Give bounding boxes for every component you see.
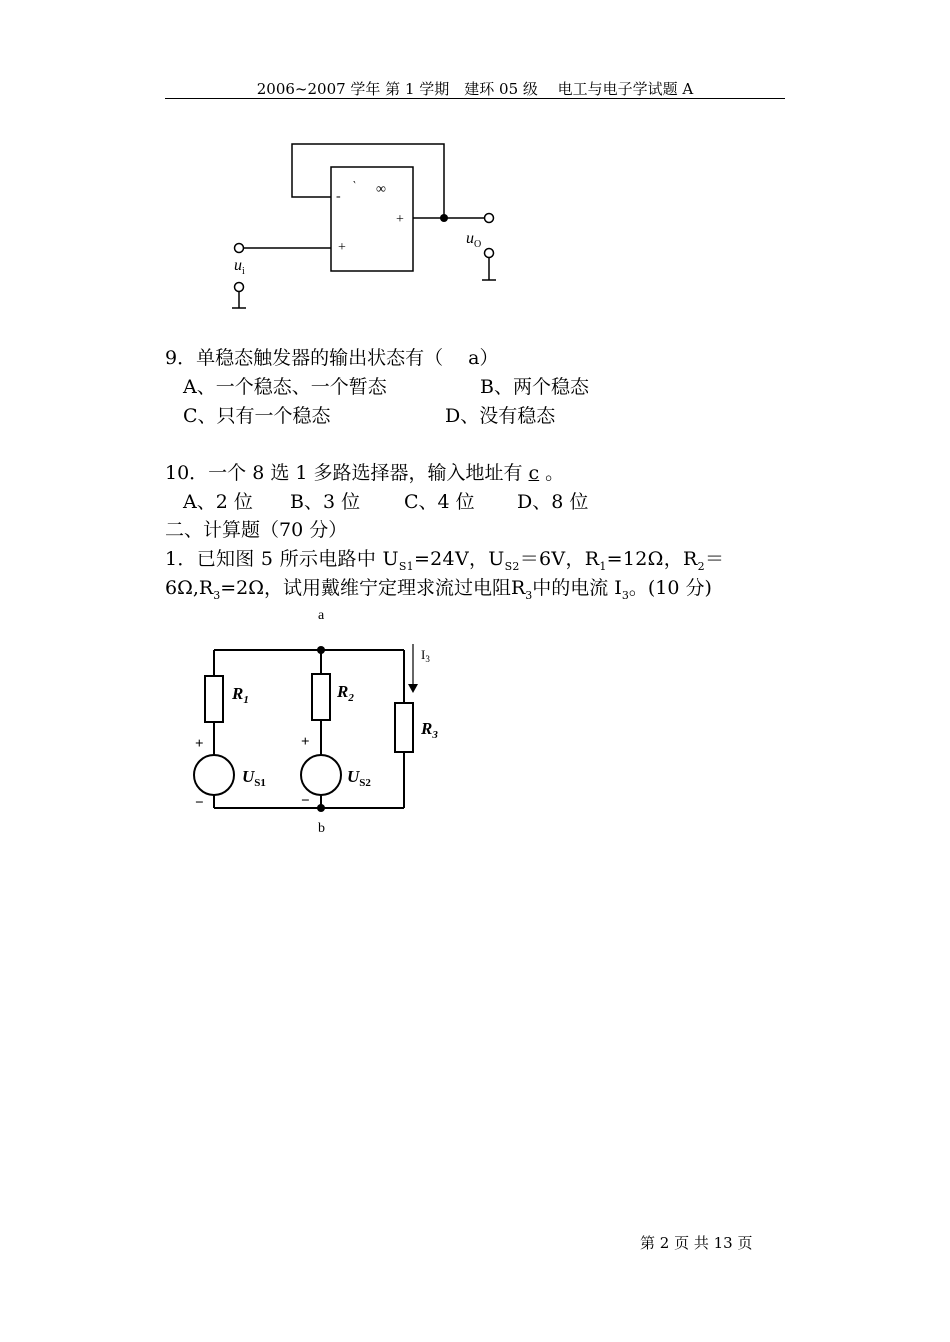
us1-minus: − — [195, 795, 204, 811]
opamp-minus-sign: - — [336, 189, 341, 204]
us2-minus: − — [301, 793, 310, 809]
opamp-tick: ‵ — [353, 179, 356, 193]
source-us1 — [194, 755, 234, 795]
header-rule — [165, 98, 785, 99]
input-terminal — [235, 244, 244, 253]
input-ground-terminal — [235, 283, 244, 292]
q9-stem: 9．单稳态触发器的输出状态有（ a） — [165, 347, 499, 369]
q9-option-d: D、没有稳态 — [445, 405, 556, 427]
feedback-wire — [292, 144, 444, 218]
q10-stem: 10．一个 8 选 1 多路选择器，输入地址有 c 。 — [165, 462, 565, 484]
i3-arrow-head — [408, 684, 418, 693]
node-b-dot — [317, 804, 325, 812]
calc1-line1: 1．已知图 5 所示电路中 $U_{S1}=24V$，$U_{S2}=6V$，$R_1=12\Omega$，$R_2=$ — [165, 548, 725, 573]
node-a-label: a — [318, 608, 325, 623]
q10-option-c: C、4 位 — [404, 491, 475, 513]
resistor-r2 — [312, 674, 330, 720]
q10-option-b: B、3 位 — [290, 491, 361, 513]
q9-option-c: C、只有一个稳态 — [183, 405, 331, 427]
opamp-figure — [220, 135, 520, 320]
page-footer: 第 2 页 共 13 页 — [640, 1234, 753, 1252]
section-title: 二、计算题（70 分） — [165, 519, 348, 541]
q10-option-a: A、2 位 — [183, 491, 253, 513]
opamp-input-plus: + — [338, 240, 346, 255]
source-us2 — [301, 755, 341, 795]
label-uo: $u_O$ — [466, 230, 482, 250]
q9-option-a: A、一个稳态、一个暂态 — [183, 376, 387, 398]
q9-option-b: B、两个稳态 — [480, 376, 589, 398]
us1-label: $U_{S1}$ — [242, 767, 266, 789]
circuit-figure — [180, 600, 470, 840]
opamp-infinity: ∞ — [376, 182, 386, 197]
output-junction-dot — [440, 214, 448, 222]
i3-label: $I_3$ — [421, 647, 430, 664]
opamp-output-plus: + — [396, 212, 404, 227]
node-b-label: b — [318, 821, 325, 836]
q10-answer-blank: c — [528, 462, 540, 484]
q10-option-d: D、8 位 — [517, 491, 589, 513]
r3-label: $R_3$ — [421, 719, 438, 741]
label-ui: $u_i$ — [234, 257, 245, 277]
r2-label: $R_2$ — [337, 682, 354, 704]
output-ground-terminal — [485, 249, 494, 258]
us1-plus: + — [195, 736, 204, 752]
resistor-r3 — [395, 703, 413, 752]
us2-label: $U_{S2}$ — [347, 767, 371, 789]
resistor-r1 — [205, 676, 223, 722]
output-terminal — [485, 214, 494, 223]
r1-label: $R_1$ — [232, 684, 249, 706]
us2-plus: + — [301, 734, 310, 750]
calc1-line2: $6\Omega,R_3=2\Omega$，试用戴维宁定理求流过电阻$R_3$中的电流 $I_3$。(10 分) — [165, 577, 712, 602]
page-header: 2006~2007 学年 第 1 学期 建环 05 级 电工与电子学试题 A — [256, 80, 694, 98]
node-a-dot — [317, 646, 325, 654]
